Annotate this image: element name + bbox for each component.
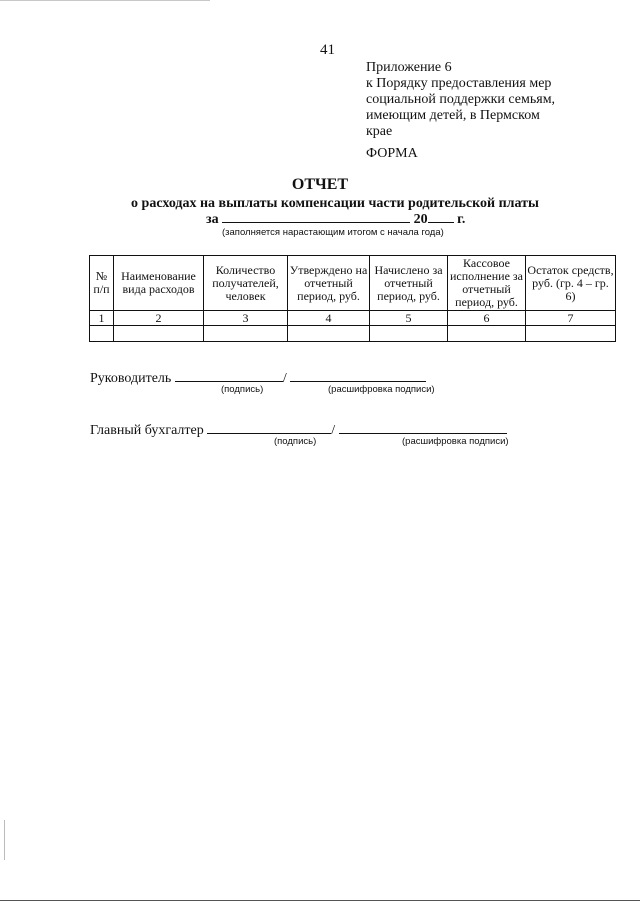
data-cell[interactable]: [448, 326, 526, 342]
scan-edge-bottom: [0, 900, 640, 901]
header-cell: Начислено за отчетный период, руб.: [370, 256, 448, 311]
appendix-line: к Порядку предоставления мер: [366, 76, 552, 91]
report-title: ОТЧЕТ: [291, 176, 349, 193]
data-cell[interactable]: [204, 326, 288, 342]
director-signature-note: (подпись): [221, 384, 264, 395]
accountant-decode-note: (расшифровка подписи): [402, 436, 509, 447]
appendix-line: имеющим детей, в Пермском: [366, 108, 540, 123]
header-cell: Наименование вида расходов: [114, 256, 204, 311]
accountant-signature-field[interactable]: [207, 421, 331, 434]
table-row: [90, 326, 616, 342]
data-cell[interactable]: [114, 326, 204, 342]
header-cell: Кассовое исполнение за отчетный период, руб.: [448, 256, 526, 311]
data-cell[interactable]: [370, 326, 448, 342]
data-cell[interactable]: [90, 326, 114, 342]
column-number-cell: 1: [90, 311, 114, 326]
period-year-field[interactable]: [428, 210, 454, 223]
column-number-cell: 5: [370, 311, 448, 326]
page-number: 41: [320, 42, 335, 58]
accountant-separator: /: [331, 423, 336, 438]
appendix-line: социальной поддержки семьям,: [366, 92, 556, 107]
column-number-cell: 6: [448, 311, 526, 326]
column-number-cell: 7: [526, 311, 616, 326]
data-cell[interactable]: [526, 326, 616, 342]
column-number-cell: 4: [288, 311, 370, 326]
period-prefix: за: [206, 212, 219, 227]
period-suffix: г.: [457, 212, 466, 227]
appendix-header: [366, 60, 616, 140]
data-cell[interactable]: [288, 326, 370, 342]
accountant-label: Главный бухгалтер: [90, 423, 204, 438]
column-number-cell: 2: [114, 311, 204, 326]
director-decode-note: (расшифровка подписи): [328, 384, 435, 395]
scan-edge-left: [4, 820, 5, 860]
director-decode-field[interactable]: [290, 369, 426, 382]
period-blank-field[interactable]: [222, 210, 410, 223]
period-note: (заполняется нарастающим итогом с начала года): [222, 227, 444, 238]
report-table: [89, 255, 616, 342]
director-separator: /: [282, 371, 287, 386]
column-number-row: [90, 311, 616, 326]
form-label: ФОРМА: [366, 146, 418, 161]
table-header-row: [90, 256, 616, 311]
period-line: [206, 210, 465, 228]
director-signature-field[interactable]: [175, 369, 283, 382]
column-number-cell: 3: [204, 311, 288, 326]
director-label: Руководитель: [90, 371, 172, 386]
header-cell: Остаток средств, руб. (гр. 4 – гр. 6): [526, 256, 616, 311]
period-year-prefix: 20: [413, 212, 428, 227]
header-cell: Утверждено на отчетный период, руб.: [288, 256, 370, 311]
accountant-signature-note: (подпись): [274, 436, 317, 447]
header-cell: Количество получателей, человек: [204, 256, 288, 311]
accountant-decode-field[interactable]: [339, 421, 507, 434]
scan-edge-top: [0, 0, 210, 1]
header-cell: № п/п: [90, 256, 114, 311]
appendix-line: крае: [366, 124, 393, 139]
appendix-line: Приложение 6: [366, 60, 452, 75]
report-subtitle: о расходах на выплаты компенсации части родительской платы: [131, 196, 539, 211]
